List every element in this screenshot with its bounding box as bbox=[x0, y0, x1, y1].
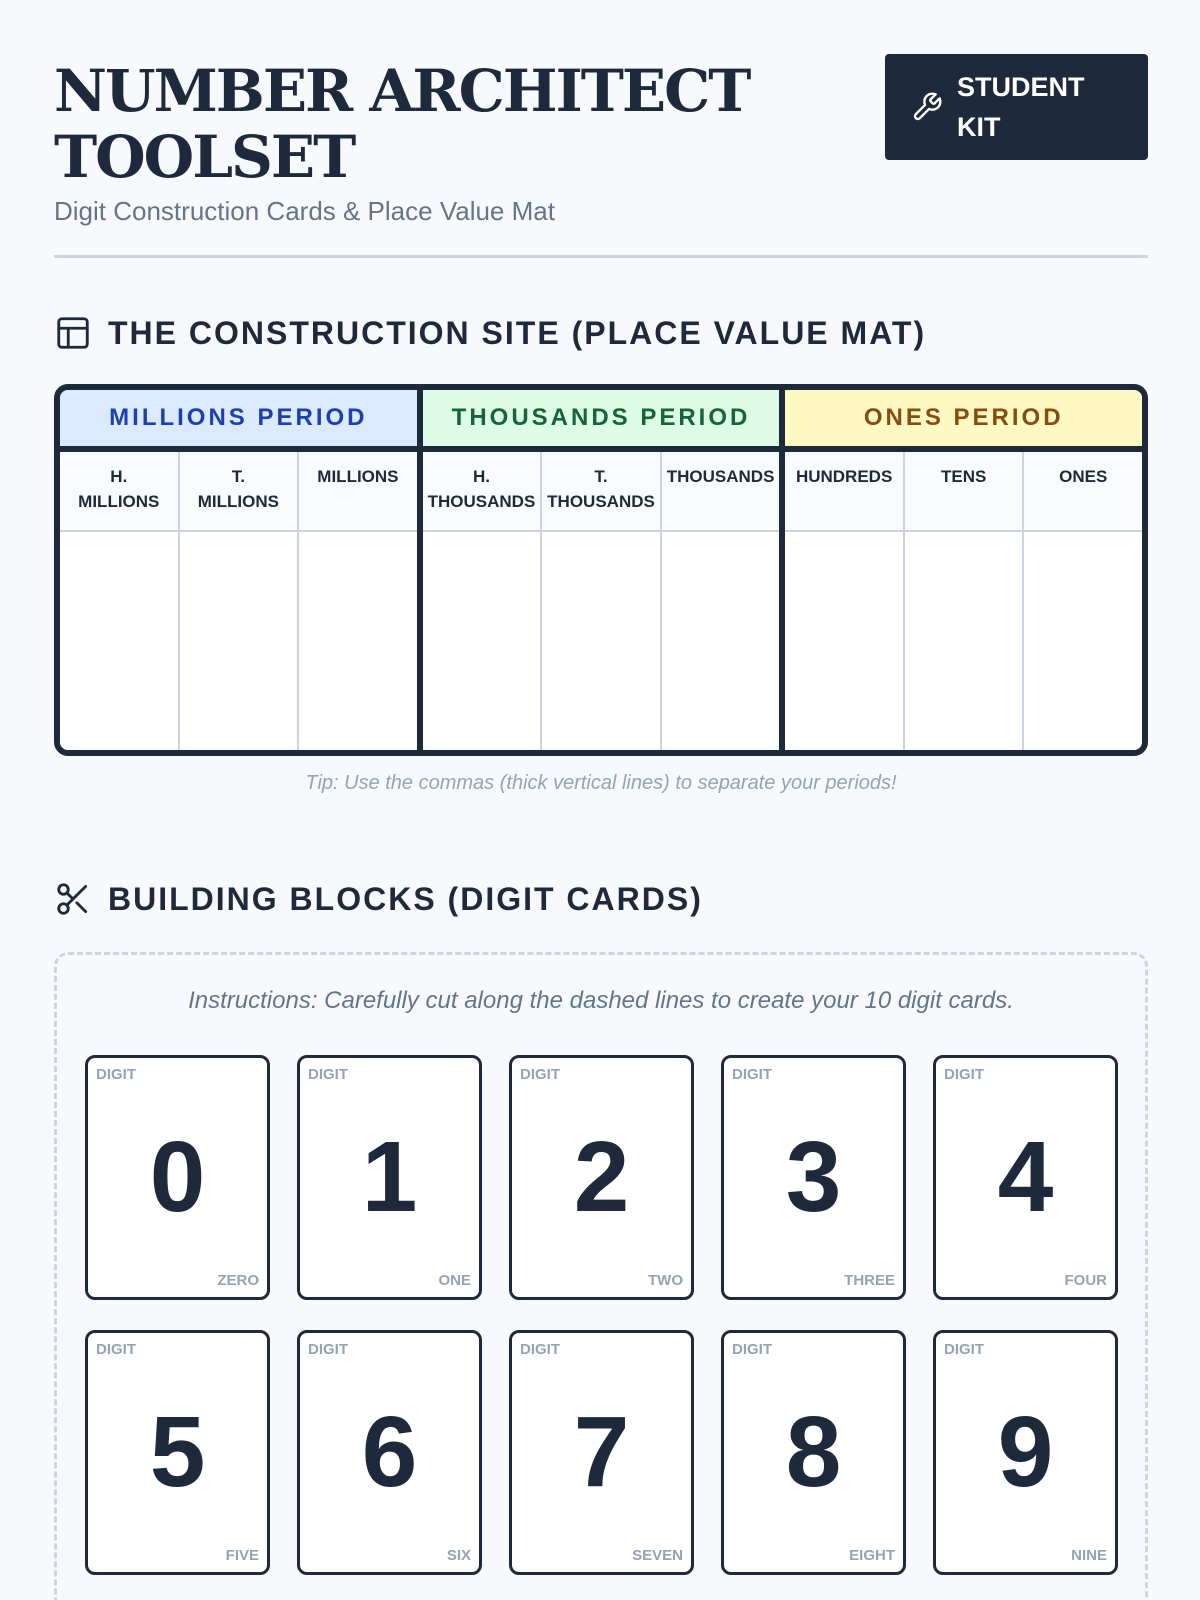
card-digit: 4 bbox=[997, 1121, 1054, 1233]
thousands-period bbox=[417, 390, 780, 750]
digit-card-5[interactable] bbox=[85, 1330, 270, 1575]
place-column bbox=[540, 452, 660, 750]
place-column bbox=[60, 452, 178, 750]
place-slot[interactable] bbox=[542, 532, 660, 750]
place-column bbox=[423, 452, 541, 750]
digit-card-0[interactable] bbox=[85, 1055, 270, 1300]
column-header: H. MILLIONS bbox=[60, 452, 178, 532]
card-word: ZERO bbox=[217, 1272, 259, 1289]
column-header: HUNDREDS bbox=[785, 452, 903, 532]
place-value-mat bbox=[54, 384, 1148, 756]
card-digit: 3 bbox=[785, 1121, 842, 1233]
card-tag: DIGIT bbox=[732, 1341, 772, 1358]
cards-section-heading bbox=[54, 880, 703, 918]
digit-card-1[interactable] bbox=[297, 1055, 482, 1300]
place-column bbox=[1022, 452, 1142, 750]
digit-card-3[interactable] bbox=[721, 1055, 906, 1300]
cut-instructions: Instructions: Carefully cut along the dashed lines to create your 10 digit cards. bbox=[188, 987, 1014, 1014]
place-slot[interactable] bbox=[60, 532, 178, 750]
digit-card-4[interactable] bbox=[933, 1055, 1118, 1300]
card-tag: DIGIT bbox=[308, 1066, 348, 1083]
digit-card-6[interactable] bbox=[297, 1330, 482, 1575]
column-header: T. THOUSANDS bbox=[542, 452, 660, 532]
page-title: NUMBER ARCHITECT TOOLSET bbox=[54, 57, 750, 191]
column-header: THOUSANDS bbox=[662, 452, 780, 532]
millions-period bbox=[60, 390, 417, 750]
digit-card-2[interactable] bbox=[509, 1055, 694, 1300]
scissors-icon bbox=[54, 880, 92, 918]
page-subtitle: Digit Construction Cards & Place Value Mat bbox=[54, 196, 555, 226]
card-digit: 2 bbox=[573, 1121, 630, 1233]
place-slot[interactable] bbox=[423, 532, 541, 750]
digit-card-9[interactable] bbox=[933, 1330, 1118, 1575]
card-tag: DIGIT bbox=[944, 1066, 984, 1083]
page-header bbox=[54, 58, 1148, 258]
place-column bbox=[903, 452, 1023, 750]
column-header: ONES bbox=[1024, 452, 1142, 532]
period-header: THOUSANDS PERIOD bbox=[423, 390, 780, 452]
column-header: TENS bbox=[905, 452, 1023, 532]
ones-period bbox=[779, 390, 1142, 750]
mat-heading-text: THE CONSTRUCTION SITE (PLACE VALUE MAT) bbox=[108, 314, 927, 351]
mat-tip: Tip: Use the commas (thick vertical lines) to separate your periods! bbox=[305, 772, 897, 794]
card-word: FOUR bbox=[1064, 1272, 1107, 1289]
card-word: EIGHT bbox=[849, 1547, 895, 1564]
digit-card-8[interactable] bbox=[721, 1330, 906, 1575]
student-kit-label: STUDENT KIT bbox=[957, 72, 1085, 142]
wrench-icon bbox=[911, 91, 943, 123]
digit-card-grid bbox=[85, 1055, 1118, 1575]
column-header: MILLIONS bbox=[299, 452, 417, 532]
layout-icon bbox=[54, 314, 92, 352]
card-digit: 7 bbox=[573, 1396, 630, 1508]
card-digit: 9 bbox=[997, 1396, 1054, 1508]
mat-section-heading bbox=[54, 314, 926, 352]
card-digit: 5 bbox=[149, 1396, 206, 1508]
card-word: FIVE bbox=[225, 1547, 259, 1564]
place-slot[interactable] bbox=[1024, 532, 1142, 750]
card-tag: DIGIT bbox=[732, 1066, 772, 1083]
card-tag: DIGIT bbox=[520, 1341, 560, 1358]
student-kit-button[interactable] bbox=[885, 54, 1148, 160]
digit-cards-cutout-area bbox=[54, 952, 1148, 1600]
place-slot[interactable] bbox=[299, 532, 417, 750]
place-column bbox=[660, 452, 780, 750]
card-word: TWO bbox=[648, 1272, 683, 1289]
card-word: SIX bbox=[446, 1547, 471, 1564]
card-digit: 8 bbox=[785, 1396, 842, 1508]
place-column bbox=[178, 452, 298, 750]
period-header: MILLIONS PERIOD bbox=[60, 390, 417, 452]
card-word: NINE bbox=[1071, 1547, 1107, 1564]
period-header: ONES PERIOD bbox=[785, 390, 1142, 452]
card-word: ONE bbox=[438, 1272, 471, 1289]
card-tag: DIGIT bbox=[96, 1341, 136, 1358]
card-digit: 6 bbox=[361, 1396, 418, 1508]
column-header: H. THOUSANDS bbox=[423, 452, 541, 532]
place-slot[interactable] bbox=[785, 532, 903, 750]
column-header: T. MILLIONS bbox=[180, 452, 298, 532]
place-column bbox=[297, 452, 417, 750]
card-tag: DIGIT bbox=[944, 1341, 984, 1358]
digit-card-7[interactable] bbox=[509, 1330, 694, 1575]
card-word: SEVEN bbox=[632, 1547, 683, 1564]
place-slot[interactable] bbox=[180, 532, 298, 750]
cards-heading-text: BUILDING BLOCKS (DIGIT CARDS) bbox=[108, 880, 703, 917]
card-tag: DIGIT bbox=[520, 1066, 560, 1083]
card-tag: DIGIT bbox=[96, 1066, 136, 1083]
card-digit: 0 bbox=[149, 1121, 206, 1233]
place-slot[interactable] bbox=[662, 532, 780, 750]
card-tag: DIGIT bbox=[308, 1341, 348, 1358]
card-word: THREE bbox=[844, 1272, 895, 1289]
card-digit: 1 bbox=[361, 1121, 418, 1233]
place-slot[interactable] bbox=[905, 532, 1023, 750]
place-column bbox=[785, 452, 903, 750]
